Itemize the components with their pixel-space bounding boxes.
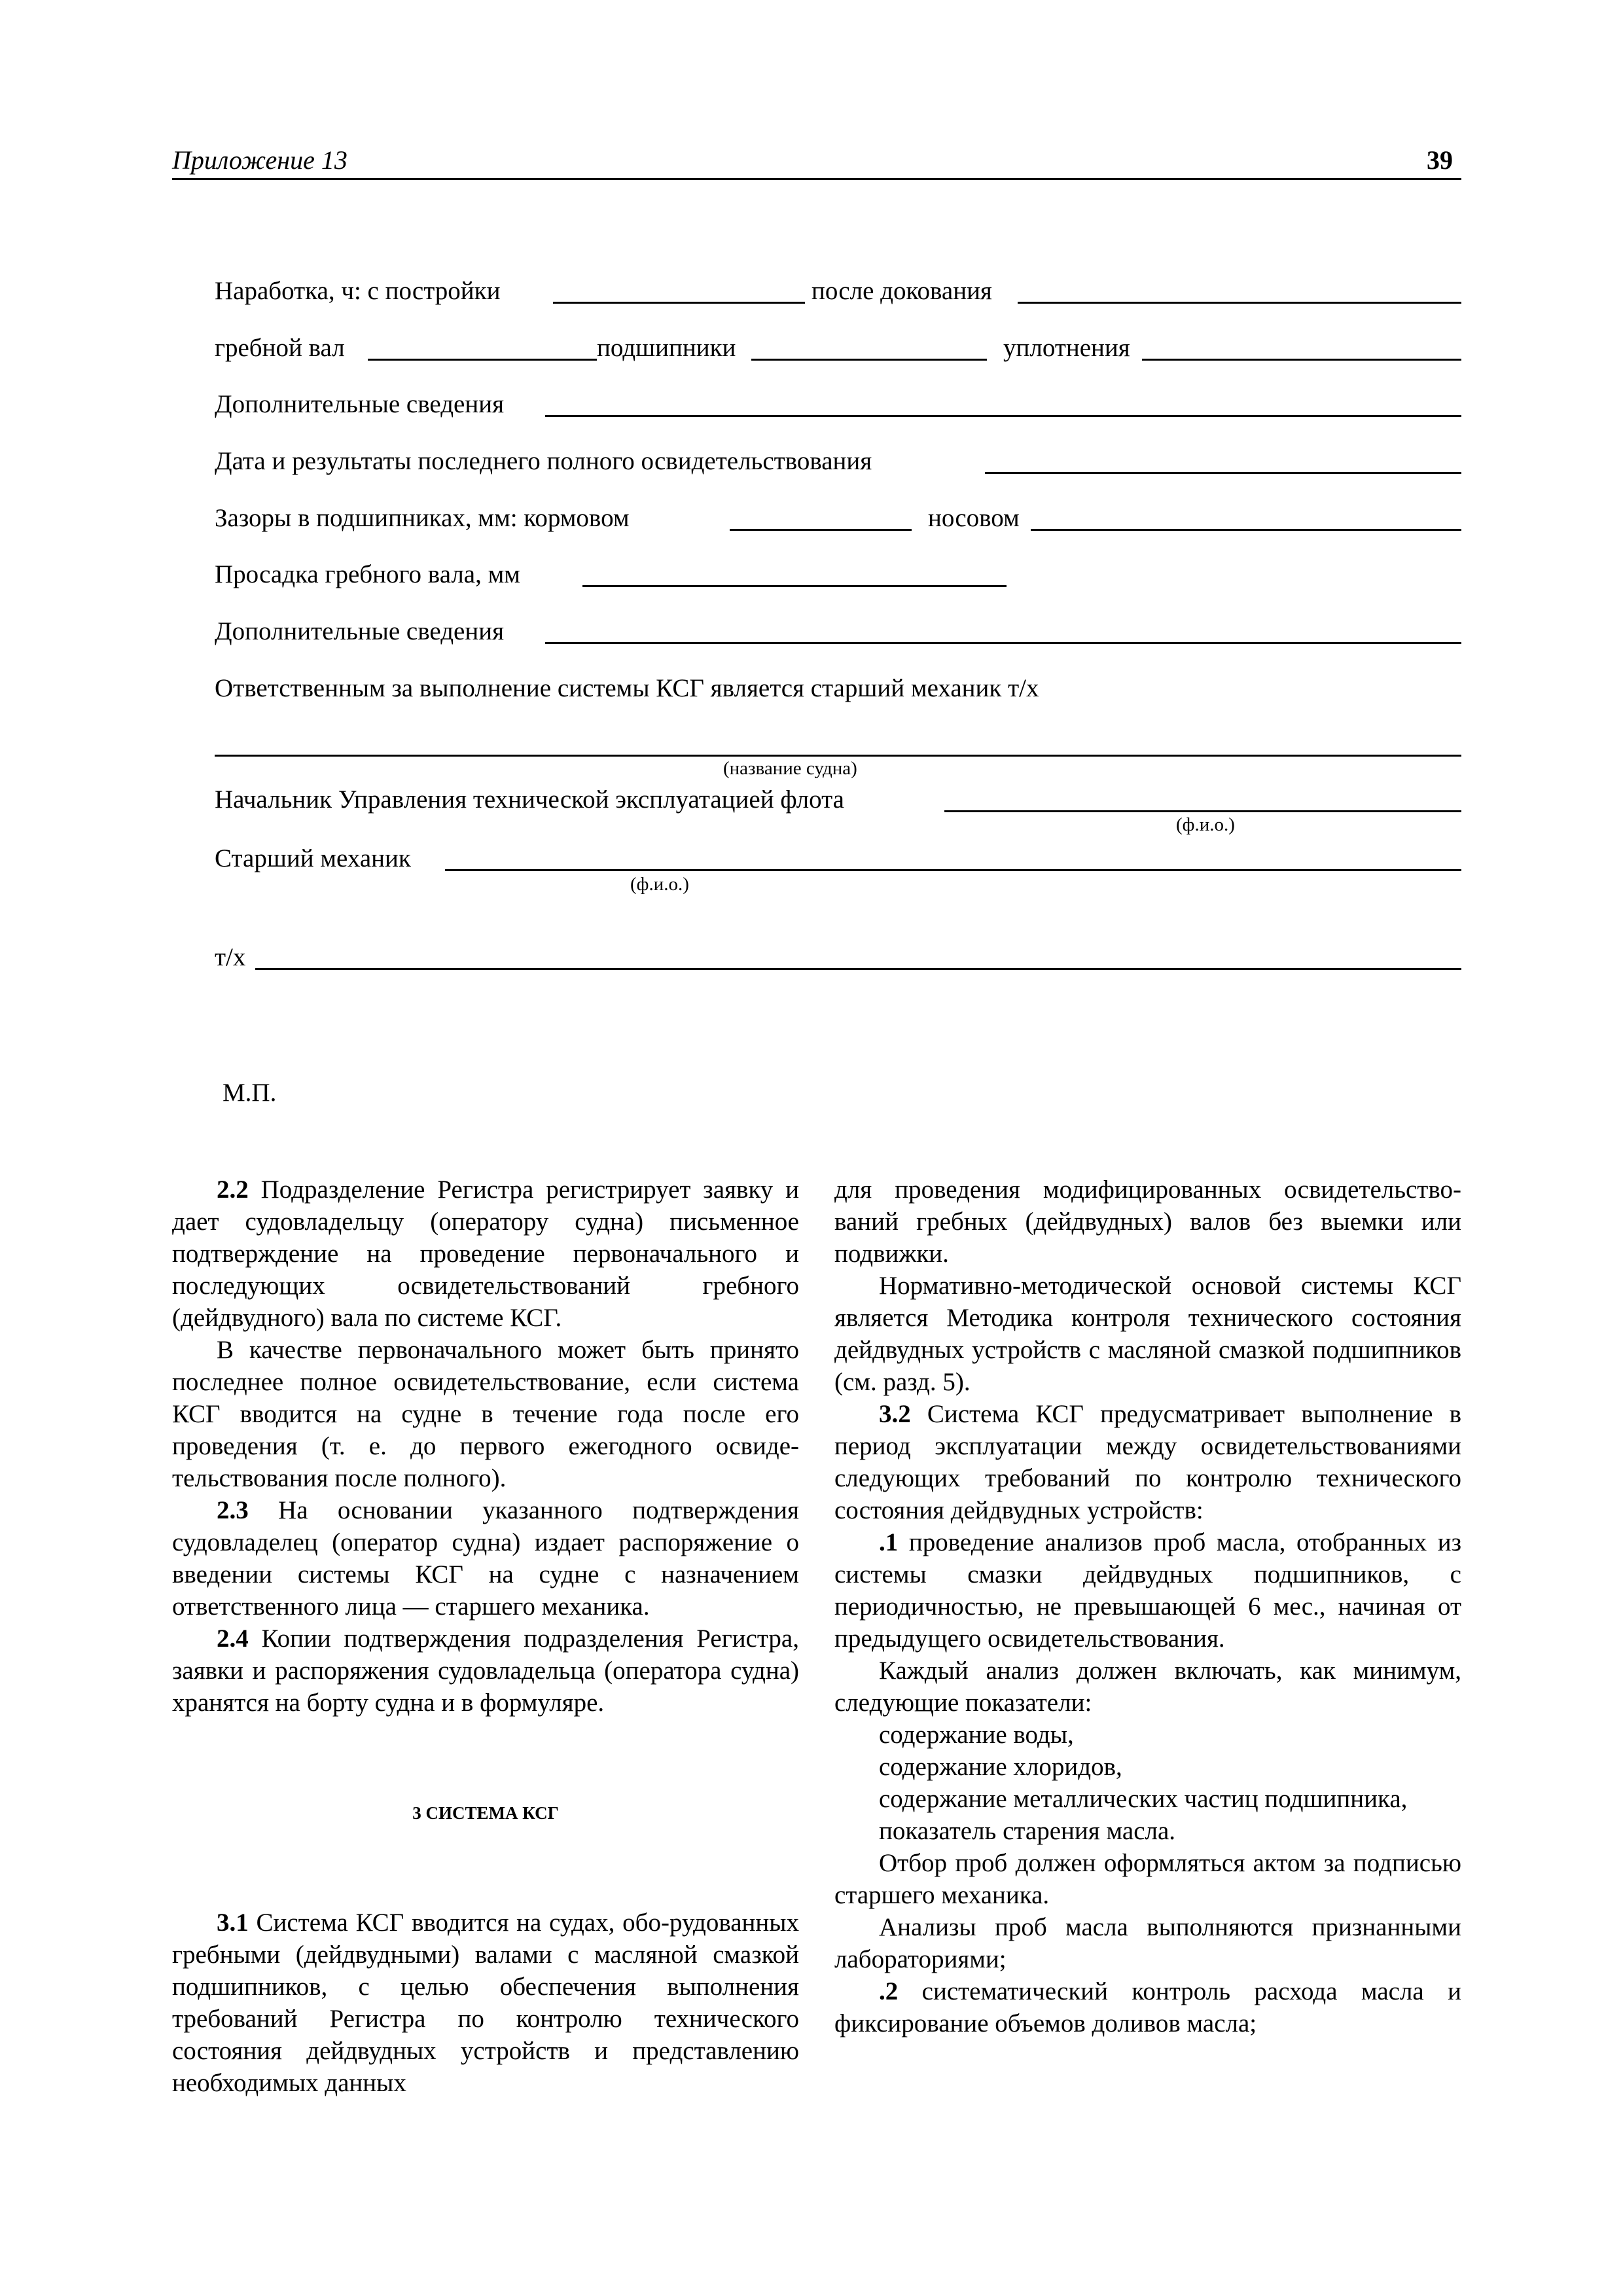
- field-line-seals[interactable]: [1142, 359, 1461, 361]
- list-item: содержание металлических частиц подшипника,: [879, 1785, 1408, 1813]
- paragraph-methodology: Нормативно-методической основой системы КСГ является Методика контроля технического состояния дейдвудных устройств с масляной смазкой подшипников (см. разд. 5).: [834, 1272, 1461, 1396]
- paragraph-text: На основании указанного подтверждения судовладелец (оператор судна) издает распоряжение о введении системы КСГ на судне с назначением ответственного лица — старшего механика.: [172, 1496, 799, 1621]
- form-label-seals: уплотнения: [1003, 334, 1130, 362]
- paragraph-text: систематический контроль расхода масла и фиксирование объемов доливов масла;: [834, 1977, 1461, 2037]
- stamp-place: М.П.: [223, 1079, 277, 1107]
- caption-ship-name: (название судна): [723, 758, 857, 779]
- clause-number: 3.2: [879, 1400, 911, 1428]
- paragraph-2-3: [172, 1494, 799, 1623]
- form-label-head-of-department: Начальник Управления технической эксплуатацией флота: [215, 785, 844, 814]
- paragraph-continuation: для проведения модифицированных освидетельство-ваний гребных (дейдвудных) валов без выемки или подвижки.: [834, 1175, 1461, 1268]
- clause-number: 2.3: [217, 1496, 249, 1524]
- form-label-additional-info-2: Дополнительные сведения: [215, 617, 505, 645]
- paragraph-text: проведение анализов проб масла, отобранных из системы смазки дейдвудных подшипников, с периодичностью, не превышающей 6 мес., начиная от предыдущего освидетельствования.: [834, 1528, 1461, 1653]
- field-line-after-docking[interactable]: [1018, 302, 1461, 304]
- paragraph-analysis: Каждый анализ должен включать, как минимум, следующие показатели:: [834, 1657, 1461, 1717]
- paragraph-sampling: Отбор проб должен оформляться актом за подписью старшего механика.: [834, 1849, 1461, 1909]
- form-label-after-docking: после докования: [812, 277, 992, 305]
- form-label-bearing-clearances: Зазоры в подшипниках, мм: кормовом: [215, 504, 630, 532]
- form-label-bearings: подшипники: [597, 334, 736, 362]
- form-label-forward: носовом: [928, 504, 1020, 532]
- field-line-additional-info-1[interactable]: [545, 415, 1461, 417]
- paragraph-3-1: [172, 1907, 799, 2099]
- paragraph-text: Система КСГ вводится на судах, обо-рудованных гребными (дейдвудными) валами с масляной смазкой подшипников, с целью обеспечения выполнения требований Регистра по контролю технического состояния дейдвудных устройств и представлению необходимых данных: [172, 1909, 799, 2097]
- field-line-ship[interactable]: [255, 968, 1461, 970]
- clause-number: 3.1: [217, 1909, 249, 1937]
- paragraph-text: Копии подтверждения подразделения Регистра, заявки и распоряжения судовладельца (оператора судна) хранятся на борту судна и в формуляре.: [172, 1624, 799, 1717]
- field-line-shaft-sag[interactable]: [582, 585, 1007, 587]
- left-column: [172, 1174, 799, 2099]
- field-line-chief-engineer[interactable]: [445, 869, 1461, 871]
- paragraph-2-4: [172, 1623, 799, 1719]
- form-label-chief-engineer: Старший механик: [215, 844, 411, 872]
- field-line-head-name[interactable]: [944, 810, 1461, 812]
- paragraph-labs: Анализы проб масла выполняются признанными лабораториями;: [834, 1913, 1461, 1973]
- caption-head-name: (ф.и.о.): [1176, 814, 1235, 835]
- paragraph-initial-survey: В качестве первоначального может быть принято последнее полное освидетельствование, если система КСГ вводится на судне в течение года после его проведения (т. е. до первого ежегодного освиде-тельствования после полного).: [172, 1336, 799, 1492]
- list-item: содержание воды,: [879, 1721, 1074, 1749]
- form-label-last-survey: Дата и результаты последнего полного освидетельствования: [215, 447, 872, 475]
- field-line-propeller-shaft[interactable]: [368, 359, 597, 361]
- paragraph-text: Система КСГ предусматривает выполнение в период эксплуатации между освидетельствованиями следующих требований по контролю технического состояния дейдвудных устройств:: [834, 1400, 1461, 1524]
- list-item: показатель старения масла.: [879, 1817, 1176, 1845]
- paragraph-2-2: [172, 1174, 799, 1334]
- field-line-bearings[interactable]: [751, 359, 987, 361]
- paragraph-item-2: [834, 1975, 1461, 2039]
- section-title: 3 СИСТЕМА КСГ: [412, 1803, 559, 1823]
- form-label-additional-info-1: Дополнительные сведения: [215, 390, 505, 418]
- header-rule: [172, 178, 1461, 180]
- field-line-additional-info-2[interactable]: [545, 642, 1461, 644]
- field-line-forward-clearance[interactable]: [1031, 529, 1461, 531]
- field-line-since-build[interactable]: [553, 302, 805, 304]
- paragraph-text: Подразделение Регистра регистрирует заявку и дает судовладельцу (оператору судна) письменное подтверждение на проведение первоначального и последующих освидетельствований гребного (дейдвудного) вала по системе КСГ.: [172, 1175, 799, 1332]
- form-label-propeller-shaft: гребной вал: [215, 334, 345, 362]
- form-label-shaft-sag: Просадка гребного вала, мм: [215, 560, 520, 588]
- clause-number: 2.4: [217, 1624, 249, 1653]
- right-column: [834, 1174, 1461, 2039]
- running-header: Приложение 13: [172, 145, 348, 175]
- form-label-operating-hours: Наработка, ч: с постройки: [215, 277, 501, 305]
- form-label-responsible: Ответственным за выполнение системы КСГ является старший механик т/х: [215, 674, 1039, 702]
- clause-number: 2.2: [217, 1175, 249, 1204]
- paragraph-3-2: [834, 1398, 1461, 1526]
- caption-chief-engineer: (ф.и.о.): [630, 874, 689, 895]
- form-label-ship: т/х: [215, 943, 246, 971]
- page-number: 39: [1427, 145, 1453, 175]
- clause-number: .1: [879, 1528, 899, 1556]
- list-item: содержание хлоридов,: [879, 1753, 1122, 1781]
- field-line-last-survey[interactable]: [985, 472, 1461, 474]
- paragraph-item-1: [834, 1526, 1461, 1655]
- field-line-ship-name[interactable]: [215, 755, 1461, 757]
- field-line-aft-clearance[interactable]: [730, 529, 912, 531]
- clause-number: .2: [879, 1977, 899, 2005]
